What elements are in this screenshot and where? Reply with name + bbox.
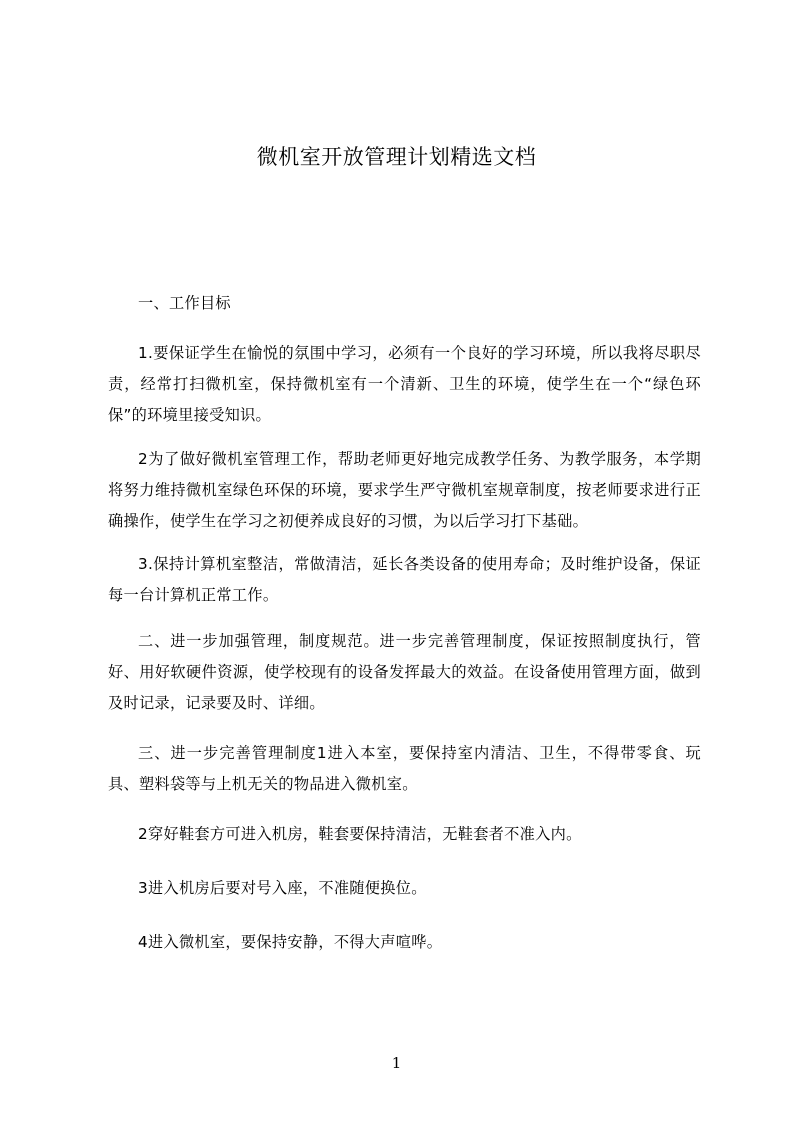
document-title: 微机室开放管理计划精选文档 <box>256 145 537 169</box>
section-heading-work-goals: 一、工作目标 <box>138 294 231 312</box>
paragraph-goal-3: 3.保持计算机室整洁，常做清洁，延长各类设备的使用寿命；及时维护设备，保证每一台计算机正常工作。 <box>108 555 701 604</box>
paragraph-rule-4: 4进入微机室，要保持安静，不得大声喧哗。 <box>138 933 443 951</box>
paragraph-goal-1: 1.要保证学生在愉悦的氛围中学习，必须有一个良好的学习环境，所以我将尽职尽责，经常打扫微机室，保持微机室有一个清新、卫生的环境，使学生在一个“绿色环保”的环境里接受知识。 <box>108 344 701 424</box>
paragraph-rule-3: 3进入机房后要对号入座，不准随便换位。 <box>138 879 427 897</box>
paragraph-section-2: 二、进一步加强管理，制度规范。进一步完善管理制度，保证按照制度执行，管好、用好软硬件资源，使学校现有的设备发挥最大的效益。在设备使用管理方面，做到及时记录，记录要及时、详细。 <box>108 632 701 712</box>
paragraph-goal-2: 2为了做好微机室管理工作，帮助老师更好地完成教学任务、为教学服务，本学期将努力维持微机室绿色环保的环境，要求学生严守微机室规章制度，按老师要求进行正确操作，使学生在学习之初便养成良好的习惯，为以后学习打下基础。 <box>108 450 701 530</box>
page-number: 1 <box>391 1054 402 1072</box>
paragraph-rule-2: 2穿好鞋套方可进入机房，鞋套要保持清洁，无鞋套者不准入内。 <box>138 825 582 843</box>
paragraph-section-3: 三、进一步完善管理制度1进入本室，要保持室内清洁、卫生，不得带零食、玩具、塑料袋等与上机无关的物品进入微机室。 <box>108 744 701 793</box>
